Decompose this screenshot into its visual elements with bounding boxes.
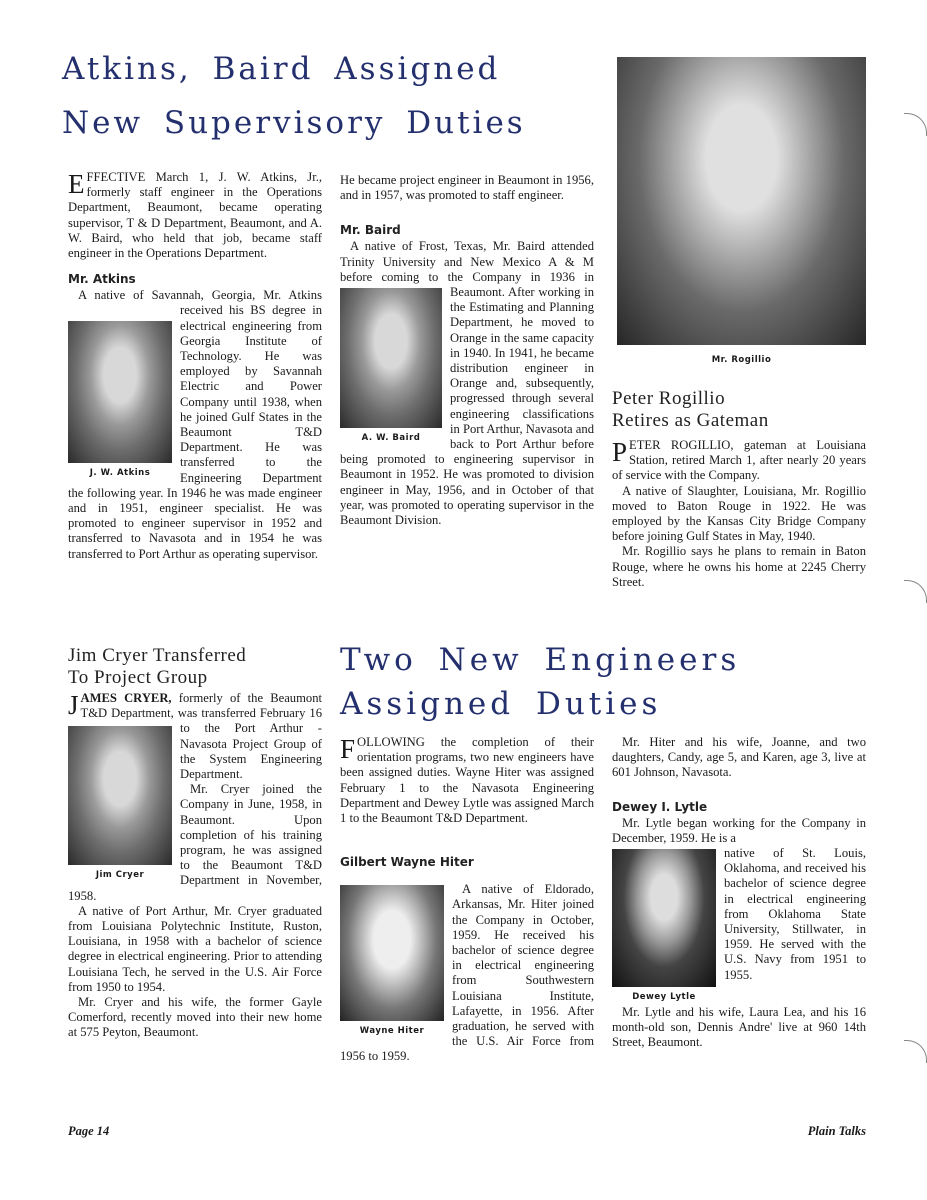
portrait-image [617,57,866,345]
lytle-paragraph [612,816,866,846]
column-hiter [340,735,594,1065]
lead-name: AMES CRYER, [80,691,172,705]
engineers-intro [340,735,594,826]
photo-atkins [68,321,172,479]
photo-rogillio [617,57,866,366]
atkins-text: A native of Savannah, Georgia, Mr. Atkins received his BS degree in electrical engineering from Georgia Institute of Technology. He was employed by Savannah Electric and Power Company until 1938, when he joined Gulf States in the Beaumont T&D Department. He was transferred to the Engineering Department the following year. In 1946 he was made engineer and in 1951, engineer specialist. He was promoted to engineer supervisor in 1952 and transferred to Navasota and in 1954 he was transferred to Port Arthur as operating supervisor. [68,288,322,561]
baird-paragraph [340,239,594,528]
drop-cap: P [612,437,628,467]
column-rogillio [612,388,866,590]
column-baird [340,173,594,528]
drop-cap: F [340,734,356,764]
atkins-paragraph-cont: He became project engineer in Beaumont in 1956, and in 1957, was promoted to staff engineer. [340,173,594,203]
lytle-family-paragraph: Mr. Lytle and his wife, Laura Lea, and his 16 month-old son, Dennis Andre' live at 960 14th Street, Beaumont. [612,1005,866,1050]
hiter-paragraph: A native of Eldorado, Arkansas, Mr. Hiter joined the Company in October, 1959. He received his bachelor of science degree in electrical engineering from Southwestern Louisiana Institute, Lafayette, in 1956. After graduation, he served with the U.S. Air Force from 1956 to 1959. [340,882,594,1064]
publication-name: Plain Talks [807,1124,866,1138]
photo-caption: Wayne Hiter [359,1026,425,1037]
photo-lytle [612,849,716,1003]
headline-rogillio-2: Retires as Gateman [612,410,769,431]
headline-atkins-baird [62,42,526,150]
headline-line-2: Assigned Duties [340,686,662,722]
hiter-paragraph-cont: Mr. Hiter and his wife, Joanne, and two daughters, Candy, age 5, and Karen, age 3, live at 601 Johnson, Navasota. [612,735,866,780]
intro-text: OLLOWING the completion of their orientation programs, two new engineers have been assigned duties. Wayne Hiter was assigned February 1 to the Navasota Engineering Department and Dewey Lytle was assigned March 1 to the Beaumont T&D Department. [340,735,594,826]
rogillio-text: ETER ROGILLIO, gateman at Louisiana Station, retired March 1, after nearly 20 years of service with the Company. [612,438,866,483]
lytle-text: Mr. Lytle began working for the Company in December, 1959. He is a [612,815,866,845]
portrait-image [340,885,444,1021]
cryer-text: formerly of the Beaumont T&D Department, was transferred February 16 to the Port Arthur - Navasota Project Group of the System Engineering Department. [80,691,322,782]
subheading-lytle: Dewey I. Lytle [612,799,708,814]
column-lytle [612,735,866,1051]
rogillio-paragraph: Mr. Rogillio says he plans to remain in Baton Rouge, where he owns his home at 2245 Cherry Street. [612,544,866,589]
atkins-paragraph [68,288,322,562]
baird-text: A native of Frost, Texas, Mr. Baird attended Trinity University and New Mexico A & M before coming to the Company in 1936 in Beaumont. After working in the Estimating and Planning Department, he moved to Orange in the same capacity in 1940. In 1941, he became distribution engineer in Orange and, subsequently, progressed through several engineering classifications in Port Arthur, Navasota and back to Port Arthur before being promoted to engineering supervisor in Beaumont in 1952. He was promoted to division engineer in May, 1956, and in October of that year, was promoted to operating supervisor in the Beaumont Division. [340,239,594,528]
cryer-paragraph: A native of Port Arthur, Mr. Cryer graduated from Louisiana Polytechnic Institute, Ruston, Louisiana, in 1958 with a bachelor of science degree in electrical engineering. Prior to attending Louisiana Tech, he served in the U.S. Air Force from 1950 to 1954. [68,903,322,994]
binder-mark [904,113,927,136]
intro-text: FFECTIVE March 1, J. W. Atkins, Jr., formerly staff engineer in the Operations Department, Beaumont, became operating supervisor, T & D Department, Beaumont, and A. W. Baird, who held that job, became staff engineer in the Operations Department. [68,170,322,261]
headline-cryer-2: To Project Group [68,667,208,688]
portrait-image [68,321,172,463]
headline-two-engineers [340,638,740,726]
intro-paragraph [68,170,322,261]
headline-line-1: Atkins, Baird Assigned [62,51,501,87]
photo-baird [340,288,442,444]
subheading-baird: Mr. Baird [340,223,401,238]
photo-caption: J. W. Atkins [89,468,151,479]
portrait-image [340,288,442,428]
photo-hiter [340,885,444,1037]
headline-line-2: New Supervisory Duties [62,105,526,141]
drop-cap: J [68,690,79,720]
lytle-paragraph-cont: native of St. Louis, Oklahoma, and received his bachelor of science degree in electrical engineering from Oklahoma State University, Stillwater, in 1959. He served with the U.S. Navy from 1951 to 1955. [724,846,866,982]
rogillio-paragraph [612,438,866,484]
photo-cryer [68,726,172,881]
portrait-image [612,849,716,987]
column-atkins [68,170,322,562]
cryer-paragraph: Mr. Cryer and his wife, the former Gayle Comerford, recently moved into their new home at 575 Peyton, Beaumont. [68,995,322,1040]
photo-caption: Dewey Lytle [632,992,696,1003]
rogillio-paragraph: A native of Slaughter, Louisiana, Mr. Rogillio moved to Baton Rouge in 1922. He was employed by the Kansas City Bridge Company before joining Gulf States in May, 1940. [612,483,866,544]
photo-caption: Jim Cryer [95,870,145,880]
binder-mark [904,580,927,603]
subheading-hiter: Gilbert Wayne Hiter [340,855,474,870]
column-cryer [68,645,322,1041]
drop-cap: E [68,169,85,199]
photo-caption: Mr. Rogillio [711,355,772,365]
subheading-atkins: Mr. Atkins [68,272,136,287]
page-number: Page 14 [68,1124,110,1138]
headline-line-1: Two New Engineers [340,642,741,678]
cryer-paragraph: Mr. Cryer joined the Company in June, 1958, in Beaumont. Upon completion of his training program, he was assigned to the Beaumont T&D Department in November, 1958. [68,782,322,903]
photo-caption: A. W. Baird [361,433,421,444]
portrait-image [68,726,172,865]
binder-mark [904,1040,927,1063]
headline-cryer-1: Jim Cryer Transferred [68,645,247,666]
headline-rogillio-1: Peter Rogillio [612,388,726,409]
